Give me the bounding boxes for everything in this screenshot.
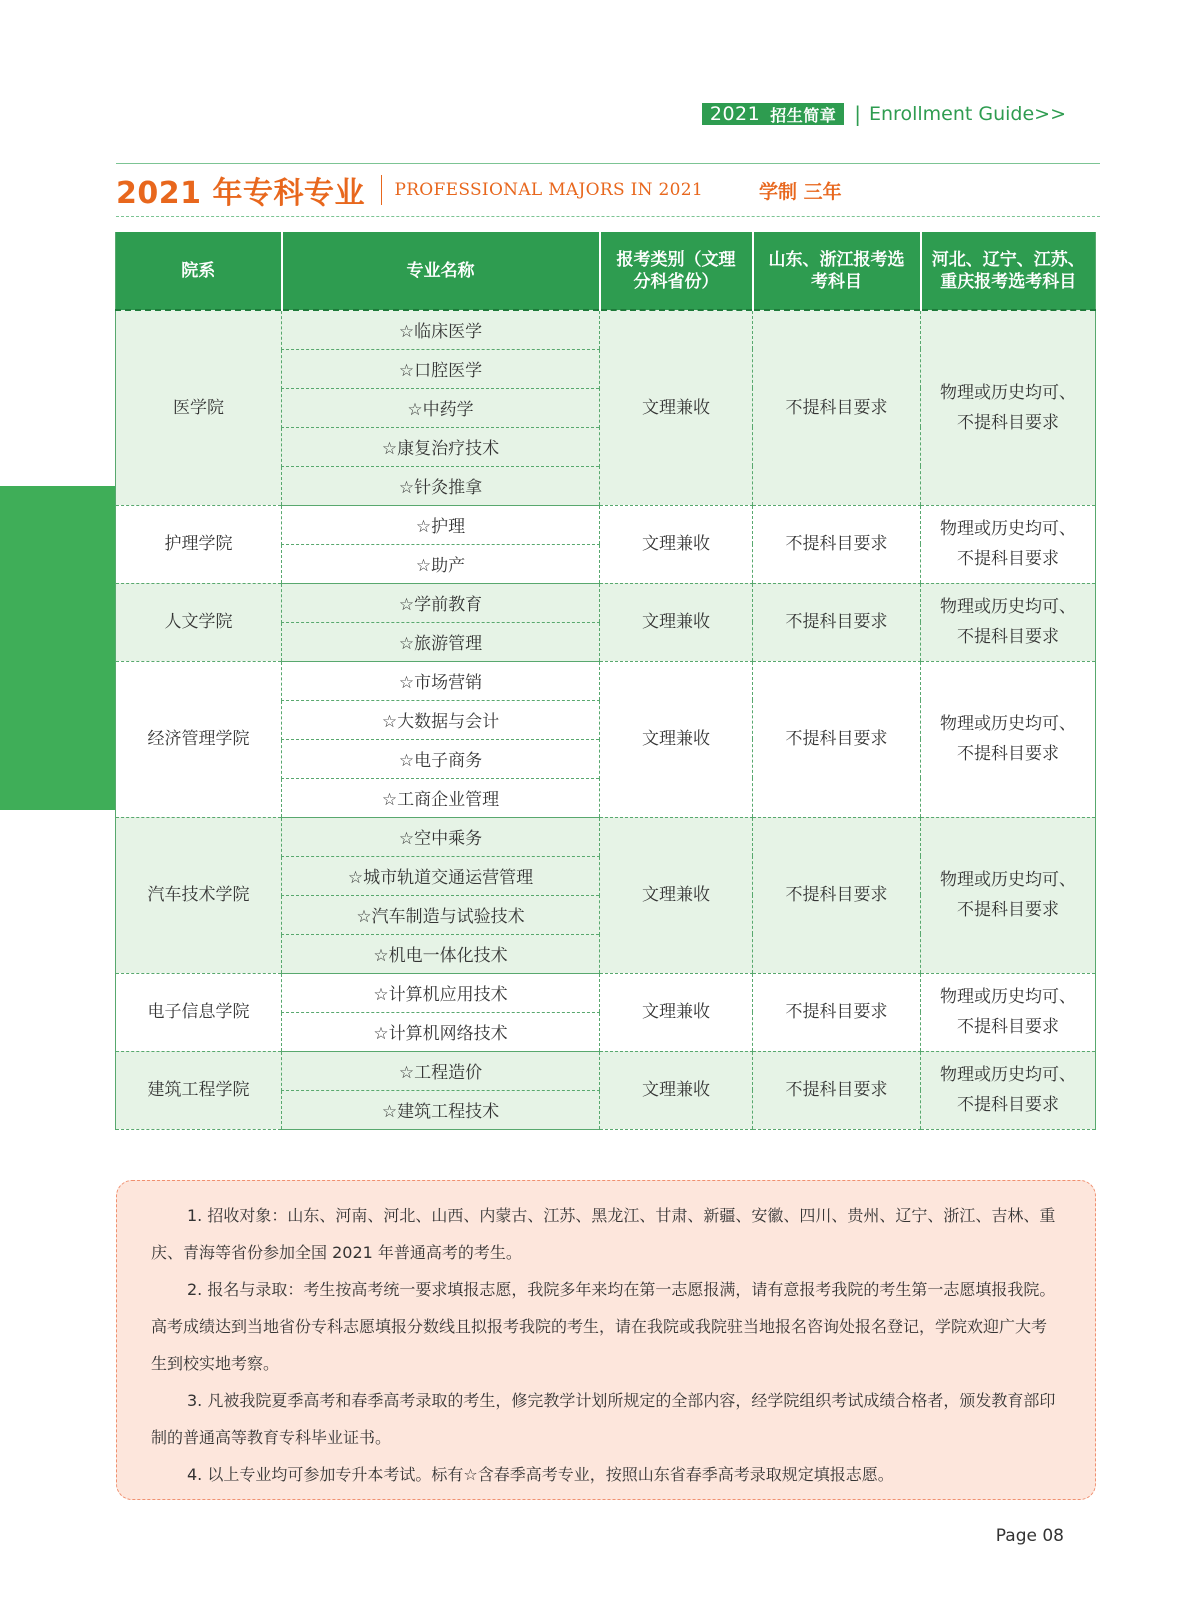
category-cell: 文理兼收 <box>600 583 753 661</box>
brochure-badge <box>702 103 844 125</box>
title-bottom-rule <box>116 216 1100 217</box>
college-cell: 电子信息学院 <box>116 973 282 1051</box>
major-cell: ☆计算机网络技术 <box>282 1012 600 1051</box>
sd-zj-cell: 不提科目要求 <box>753 310 921 505</box>
major-cell: ☆机电一体化技术 <box>282 934 600 973</box>
college-cell: 护理学院 <box>116 505 282 583</box>
header-college: 院系 <box>116 232 282 310</box>
major-cell: ☆助产 <box>282 544 600 583</box>
college-cell: 建筑工程学院 <box>116 1051 282 1129</box>
major-cell: ☆临床医学 <box>282 310 600 349</box>
category-cell: 文理兼收 <box>600 973 753 1051</box>
sd-zj-cell: 不提科目要求 <box>753 1051 921 1129</box>
major-cell: ☆大数据与会计 <box>282 700 600 739</box>
college-cell: 经济管理学院 <box>116 661 282 817</box>
page-header <box>702 102 1066 126</box>
category-cell: 文理兼收 <box>600 310 753 505</box>
major-cell: ☆汽车制造与试验技术 <box>282 895 600 934</box>
major-cell: ☆工商企业管理 <box>282 778 600 817</box>
note-paragraph: 2. 报名与录取：考生按高考统一要求填报志愿，我院多年来均在第一志愿报满，请有意报考我院的考生第一志愿填报我院。高考成绩达到当地省份专科志愿填报分数线且拟报考我院的考生，请在我院或我院驻当地报名咨询处报名登记，学院欢迎广大考生到校实地考察。 <box>151 1280 1056 1373</box>
college-cell: 医学院 <box>116 310 282 505</box>
title-main: 2021 年专科专业 <box>116 176 365 211</box>
note-paragraph: 4. 以上专业均可参加专升本考试。标有☆含春季高考专业，按照山东省春季高考录取规定填报志愿。 <box>187 1465 894 1484</box>
category-cell: 文理兼收 <box>600 817 753 973</box>
table-row <box>116 505 1096 544</box>
college-cell: 汽车技术学院 <box>116 817 282 973</box>
hb-ln-cell: 物理或历史均可、不提科目要求 <box>921 310 1096 505</box>
header-brochure: 招生简章 <box>770 105 837 125</box>
major-cell: ☆工程造价 <box>282 1051 600 1090</box>
table-row <box>116 817 1096 856</box>
major-cell: ☆电子商务 <box>282 739 600 778</box>
side-accent-block <box>0 486 116 810</box>
title-divider <box>381 175 383 205</box>
sd-zj-cell: 不提科目要求 <box>753 661 921 817</box>
header-sd-zj: 山东、浙江报考选考科目 <box>753 232 921 310</box>
table-row <box>116 1051 1096 1090</box>
notes-box <box>116 1180 1096 1500</box>
college-cell: 人文学院 <box>116 583 282 661</box>
major-cell: ☆中药学 <box>282 388 600 427</box>
sd-zj-cell: 不提科目要求 <box>753 505 921 583</box>
section-title <box>116 166 842 214</box>
sd-zj-cell: 不提科目要求 <box>753 973 921 1051</box>
category-cell: 文理兼收 <box>600 661 753 817</box>
hb-ln-cell: 物理或历史均可、不提科目要求 <box>921 505 1096 583</box>
major-cell: ☆针灸推拿 <box>282 466 600 505</box>
sd-zj-cell: 不提科目要求 <box>753 817 921 973</box>
header-hb-ln: 河北、辽宁、江苏、重庆报考选考科目 <box>921 232 1096 310</box>
major-cell: ☆护理 <box>282 505 600 544</box>
major-cell: ☆市场营销 <box>282 661 600 700</box>
hb-ln-cell: 物理或历史均可、不提科目要求 <box>921 1051 1096 1129</box>
majors-table <box>115 232 1096 1130</box>
major-cell: ☆空中乘务 <box>282 817 600 856</box>
header-category: 报考类别（文理分科省份） <box>600 232 753 310</box>
hb-ln-cell: 物理或历史均可、不提科目要求 <box>921 583 1096 661</box>
major-cell: ☆口腔医学 <box>282 349 600 388</box>
note-paragraph: 3. 凡被我院夏季高考和春季高考录取的考生，修完教学计划所规定的全部内容，经学院组织考试成绩合格者，颁发教育部印制的普通高等教育专科毕业证书。 <box>151 1391 1056 1447</box>
header-year: 2021 <box>709 103 761 125</box>
title-duration: 学制 三年 <box>758 180 842 203</box>
category-cell: 文理兼收 <box>600 1051 753 1129</box>
table-row <box>116 973 1096 1012</box>
table-header-row <box>116 232 1096 310</box>
major-cell: ☆学前教育 <box>282 583 600 622</box>
table-row <box>116 661 1096 700</box>
page-number: Page 08 <box>995 1526 1064 1546</box>
table-body <box>116 310 1096 1129</box>
major-cell: ☆城市轨道交通运营管理 <box>282 856 600 895</box>
header-english: Enrollment Guide>> <box>869 103 1066 125</box>
title-english: PROFESSIONAL MAJORS IN 2021 <box>394 180 703 200</box>
title-top-rule <box>116 163 1100 164</box>
major-cell: ☆康复治疗技术 <box>282 427 600 466</box>
hb-ln-cell: 物理或历史均可、不提科目要求 <box>921 973 1096 1051</box>
sd-zj-cell: 不提科目要求 <box>753 583 921 661</box>
hb-ln-cell: 物理或历史均可、不提科目要求 <box>921 817 1096 973</box>
category-cell: 文理兼收 <box>600 505 753 583</box>
note-paragraph: 1. 招收对象：山东、河南、河北、山西、内蒙古、江苏、黑龙江、甘肃、新疆、安徽、四川、贵州、辽宁、浙江、吉林、重庆、青海等省份参加全国 2021 年普通高考的考生。 <box>151 1206 1056 1262</box>
table-row <box>116 583 1096 622</box>
major-cell: ☆建筑工程技术 <box>282 1090 600 1129</box>
table-row <box>116 310 1096 349</box>
header-major: 专业名称 <box>282 232 600 310</box>
hb-ln-cell: 物理或历史均可、不提科目要求 <box>921 661 1096 817</box>
major-cell: ☆计算机应用技术 <box>282 973 600 1012</box>
major-cell: ☆旅游管理 <box>282 622 600 661</box>
header-separator: | <box>854 102 861 126</box>
